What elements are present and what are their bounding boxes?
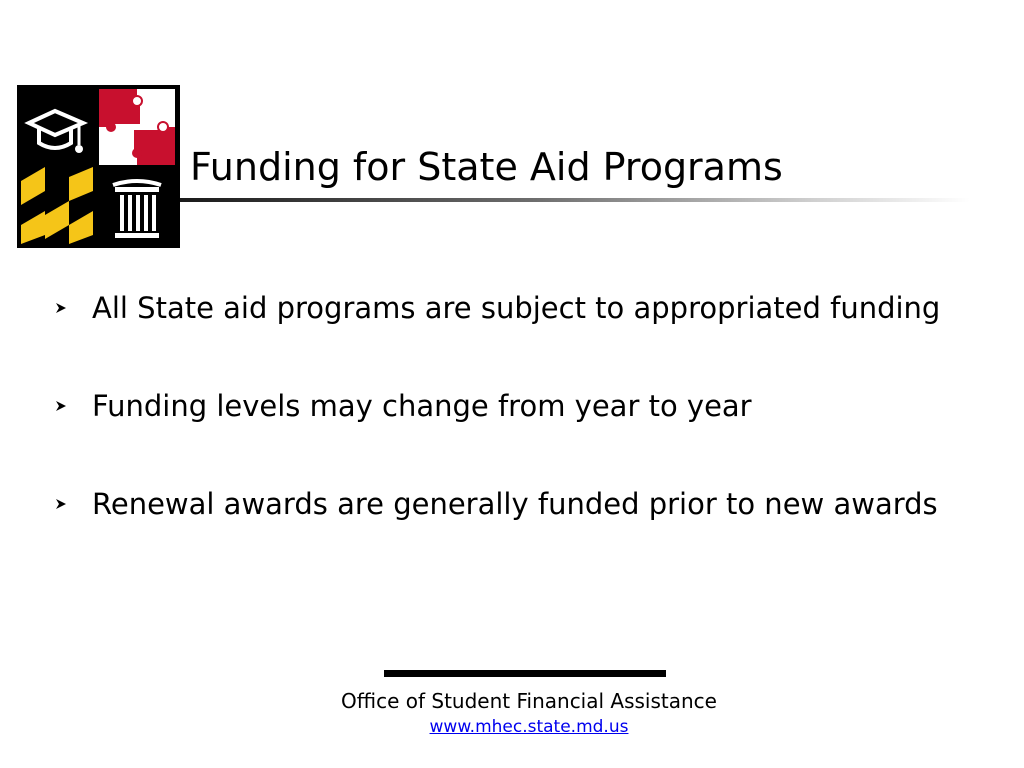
column-icon	[113, 181, 161, 238]
footer-office-name: Office of Student Financial Assistance	[341, 689, 717, 713]
slide-title: Funding for State Aid Programs	[190, 145, 783, 189]
arrowhead-bullet-icon	[55, 498, 67, 510]
bullet-item	[52, 288, 952, 328]
arrowhead-bullet-icon	[55, 302, 67, 314]
footer-website	[0, 715, 1024, 739]
arrowhead-bullet-icon	[55, 400, 67, 412]
bullet-list	[52, 288, 952, 524]
website-link[interactable]: www.mhec.state.md.us	[429, 717, 629, 737]
bullet-text: Renewal awards are generally funded prior to new awards	[92, 487, 938, 521]
calvert-pattern	[21, 167, 97, 244]
footer-divider	[384, 670, 666, 677]
bullet-item	[52, 386, 952, 426]
bullet-text: All State aid programs are subject to appropriated funding	[92, 291, 941, 325]
bullet-item	[52, 484, 952, 524]
bullet-text: Funding levels may change from year to year	[92, 389, 752, 423]
title-divider	[180, 198, 970, 202]
mhec-logo	[17, 85, 180, 248]
cross-bottony-icon	[99, 89, 175, 165]
